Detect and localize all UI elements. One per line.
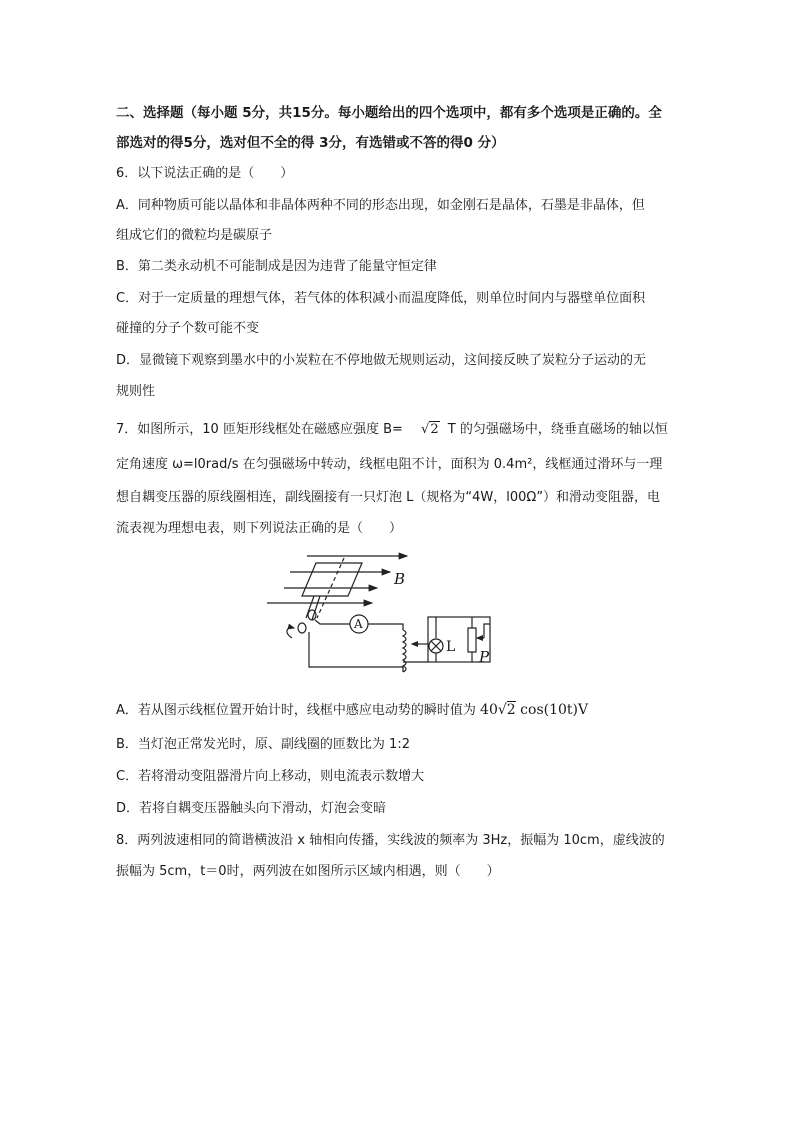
q7-stem-post: T 的匀强磁场中，绕垂直磁场的轴以恒 xyxy=(447,422,668,437)
sqrt-symbol: √2 xyxy=(421,422,439,437)
q7-option-a xyxy=(116,701,588,720)
wire-to-ammeter xyxy=(315,620,350,624)
slip-ring-2 xyxy=(298,623,306,633)
rectangular-coil xyxy=(302,563,362,596)
q7-option-d: D．若将自耦变压器触头向下滑动，灯泡会变暗 xyxy=(116,801,387,816)
q7-stem-line3: 想自耦变压器的原线圈相连，副线圈接有一只灯泡 L（规格为“4W，l00Ω”）和滑动变阻器，电 xyxy=(116,490,661,505)
q6-option-c-line2: 碰撞的分子个数可能不变 xyxy=(116,321,260,336)
emf-sqrt: 2 xyxy=(506,702,516,718)
q7-option-a-text: A．若从图示线框位置开始计时，线框中感应电动势的瞬时值为 xyxy=(116,703,476,718)
q7-sqrt2: 2 xyxy=(430,422,439,437)
q6-option-a-line2: 组成它们的微粒均是碳原子 xyxy=(116,228,273,243)
label-P: P xyxy=(479,648,490,666)
q8-stem-line2: 振幅为 5cm，t＝0时，两列波在如图所示区域内相遇，则（ ） xyxy=(116,864,500,879)
section-header-line2: 部选对的得5分，选对但不全的得 3分，有选错或不答的得0 分） xyxy=(116,135,505,151)
emf-cos-term: cos(10t)V xyxy=(520,702,589,718)
section-header-line1: 二、选择题（每小题 5分，共15分。每小题给出的四个选项中，都有多个选项是正确的。全 xyxy=(116,105,662,121)
q8-stem-line1: 8．两列波速相同的简谐横波沿 x 轴相向传播，实线波的频率为 3Hz，振幅为 10cm，虚线波的 xyxy=(116,833,665,848)
q6-option-c-line1: C．对于一定质量的理想气体，若气体的体积减小而温度降低，则单位时间内与器壁单位面积 xyxy=(116,291,646,306)
label-B: B xyxy=(394,570,406,588)
rotation-direction-arrow xyxy=(287,628,294,638)
q7-option-a-math: 40√2 cos(10t)V xyxy=(480,702,589,718)
label-L: L xyxy=(446,639,456,655)
coil-lead-1 xyxy=(306,596,314,618)
autotransformer-coil xyxy=(403,630,406,672)
q6-option-d-line1: D．显微镜下观察到墨水中的小炭粒在不停地做无规则运动，这间接反映了炭粒分子运动的无 xyxy=(116,353,647,368)
q7-stem-pre: 7．如图所示，10 匝矩形线框处在磁感应强度 B= xyxy=(116,422,403,437)
q7-option-c: C．若将滑动变阻器滑片向上移动，则电流表示数增大 xyxy=(116,769,425,784)
q6-option-a-line1: A．同种物质可能以晶体和非晶体两种不同的形态出现，如金刚石是晶体，石墨是非晶体，但 xyxy=(116,198,645,213)
q6-option-d-line2: 规则性 xyxy=(116,384,156,399)
q7-stem-line1 xyxy=(116,421,668,439)
q6-option-b: B．第二类永动机不可能制成是因为违背了能量守恒定律 xyxy=(116,259,437,274)
q7-circuit-figure xyxy=(262,548,514,673)
label-A: A xyxy=(354,617,363,631)
wire-ammeter-to-primary xyxy=(368,624,403,630)
q7-option-b: B．当灯泡正常发光时，原、副线圈的匝数比为 1:2 xyxy=(116,737,410,752)
wire-bottom-return xyxy=(309,632,403,672)
q7-stem-line2: 定角速度 ω=l0rad/s 在匀强磁场中转动，线框电阻不计，面积为 0.4m²，线框通过滑环与一理 xyxy=(116,457,663,472)
q6-stem: 6．以下说法正确的是（ ） xyxy=(116,166,294,181)
rheostat xyxy=(468,628,476,652)
emf-coefficient: 40 xyxy=(480,702,498,718)
q7-stem-line4: 流表视为理想电表，则下列说法正确的是（ ） xyxy=(116,521,403,536)
